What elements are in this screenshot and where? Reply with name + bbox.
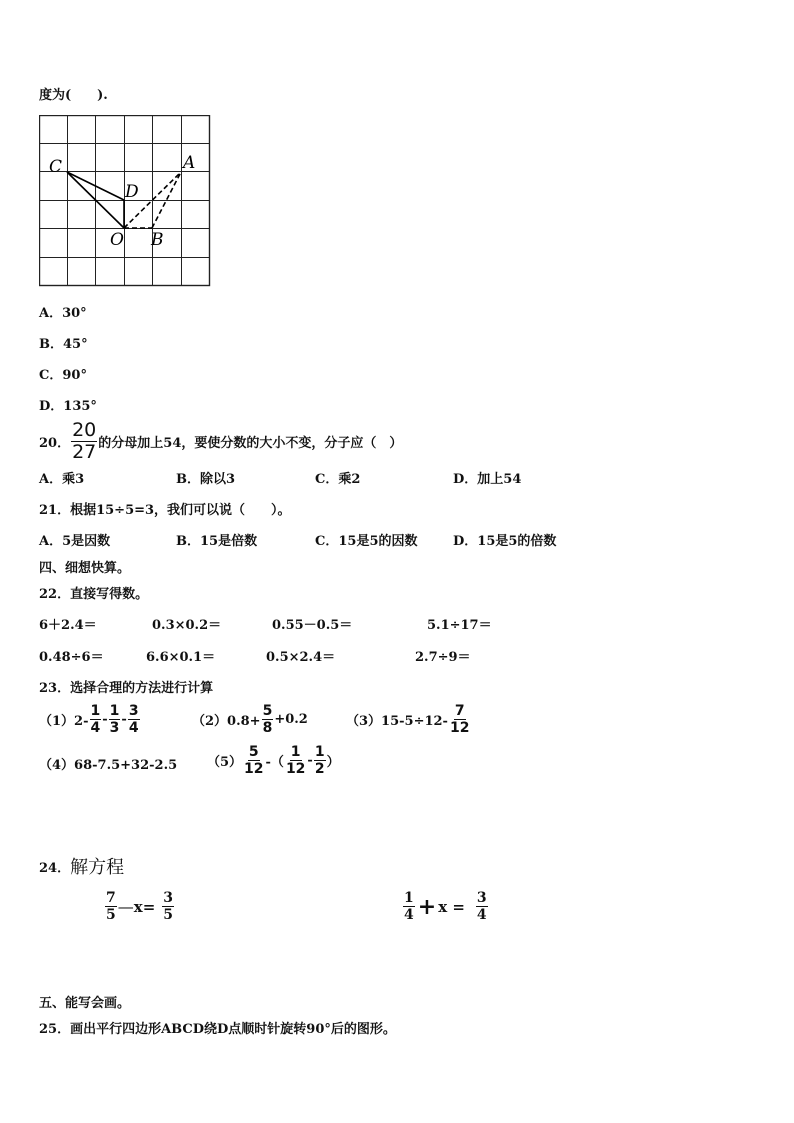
frac-num: 3 — [163, 890, 174, 906]
q22-r1-c3: 0.55－0.5＝ — [272, 618, 353, 633]
q24-eq1-frac2 — [162, 891, 174, 922]
q25-stem: 25．画出平行四边形ABCD绕D点顺时针旋转90°后的图形。 — [39, 1022, 396, 1037]
q19-option-c: C．90° — [39, 368, 87, 383]
q24-equation-1 — [104, 891, 175, 922]
q20-option-c: C．乘2 — [315, 472, 361, 487]
label-d: D — [125, 182, 139, 202]
q23-p1-frac3 — [128, 704, 140, 735]
frac-den: 4 — [90, 720, 101, 736]
q19-option-d: D．135° — [39, 399, 97, 414]
frac-num: 5 — [262, 703, 273, 719]
frac-den: 4 — [128, 720, 139, 736]
q23-p1-op2: - — [121, 712, 127, 727]
q23-part-4: （4）68-7.5+32-2.5 — [39, 758, 178, 773]
q22-title: 22．直接写得数。 — [39, 587, 149, 602]
q23-p2-label: （2）0.8+ — [192, 714, 261, 729]
frac-den: 12 — [449, 720, 470, 736]
frac-num: 1 — [404, 890, 414, 906]
frac-num: 3 — [476, 890, 487, 906]
frac-den: 3 — [109, 720, 120, 736]
q23-part-1 — [39, 704, 141, 735]
q20-number: 20． — [39, 436, 71, 451]
q21-stem: 21．根据15÷5=3，我们可以说（ ）。 — [39, 503, 291, 518]
q21-option-c: C．15是5的因数 — [315, 534, 418, 549]
q23-p3-label: （3）15-5÷12- — [346, 714, 448, 729]
q24-eq2-frac2 — [476, 891, 488, 922]
section-5-heading: 五、能写会画。 — [39, 996, 131, 1011]
q24-equation-2 — [402, 891, 489, 922]
q24-eq2-op: + — [417, 893, 437, 920]
q20-stem — [39, 421, 402, 462]
q24-heading — [39, 853, 124, 879]
frac-num: 7 — [106, 890, 116, 906]
q21-option-a: A．5是因数 — [39, 534, 111, 549]
q22-r1-c2: 0.3×0.2＝ — [152, 618, 222, 633]
q20-numerator: 20 — [72, 419, 97, 441]
q20-text: 的分母加上54，要使分数的大小不变，分子应（ ） — [98, 436, 403, 451]
q23-p2-frac — [262, 704, 274, 735]
frac-den: 12 — [285, 761, 306, 777]
q23-p5-op: - — [307, 753, 313, 768]
q23-p1-frac1 — [90, 704, 102, 735]
q22-r2-c3: 0.5×2.4＝ — [266, 650, 336, 665]
label-b: B — [151, 230, 164, 250]
frac-den: 4 — [476, 907, 487, 923]
label-a: A — [183, 153, 196, 173]
q23-p3-frac — [449, 704, 470, 735]
q23-p5-frac3 — [314, 745, 326, 776]
q19-option-b: B．45° — [39, 337, 88, 352]
q24-eq2-frac1 — [403, 891, 415, 922]
label-o: O — [110, 230, 124, 250]
q19-option-a: A．30° — [39, 306, 87, 321]
q19-stem-tail: 度为( ). — [39, 88, 108, 103]
q24-eq1-x: x= — [133, 897, 156, 916]
q21-option-b: B．15是倍数 — [176, 534, 258, 549]
frac-den: 5 — [163, 907, 174, 923]
q22-r1-c4: 5.1÷17＝ — [427, 618, 492, 633]
q22-r2-c2: 6.6×0.1＝ — [146, 650, 216, 665]
frac-num: 1 — [109, 703, 120, 719]
q22-r2-c4: 2.7÷9＝ — [415, 650, 471, 665]
q24-number: 24． — [39, 860, 71, 876]
q23-p2-tail: +0.2 — [274, 712, 308, 727]
q24-eq1-op: — — [117, 897, 134, 916]
frac-den: 8 — [262, 720, 273, 736]
q23-part-3 — [346, 704, 471, 735]
q23-p1-label: （1）2- — [39, 714, 89, 729]
frac-den: 5 — [106, 907, 116, 923]
label-c: C — [49, 157, 63, 177]
q20-fraction — [71, 421, 97, 462]
q23-p1-op1: - — [102, 712, 108, 727]
q22-r1-c1: 6＋2.4＝ — [39, 618, 97, 633]
q20-option-d: D．加上54 — [453, 472, 522, 487]
grid-figure — [39, 115, 211, 287]
q23-part-5 — [207, 745, 340, 776]
frac-den: 2 — [314, 761, 325, 777]
q24-title: 解方程 — [70, 857, 125, 878]
q23-p5-frac2 — [285, 745, 306, 776]
frac-den: 4 — [404, 907, 414, 923]
q23-part-2 — [192, 704, 308, 735]
frac-num: 7 — [454, 703, 465, 719]
section-4-heading: 四、细想快算。 — [39, 561, 131, 576]
frac-num: 1 — [314, 744, 325, 760]
q23-p5-label: （5） — [207, 755, 243, 770]
q20-option-a: A．乘3 — [39, 472, 85, 487]
q24-eq2-x: x = — [438, 897, 465, 916]
q23-p5-mid: -（ — [265, 755, 284, 770]
frac-num: 1 — [90, 703, 101, 719]
frac-den: 12 — [244, 761, 264, 777]
q22-r2-c1: 0.48÷6＝ — [39, 650, 104, 665]
frac-num: 1 — [290, 744, 301, 760]
q20-denominator: 27 — [72, 441, 97, 463]
frac-num: 3 — [128, 703, 139, 719]
q20-option-b: B．除以3 — [176, 472, 236, 487]
q24-eq1-frac1 — [105, 891, 117, 922]
q23-p5-frac1 — [243, 745, 264, 776]
q21-option-d: D．15是5的倍数 — [453, 534, 557, 549]
q23-p5-tail: ） — [326, 755, 340, 770]
q23-p1-frac2 — [109, 704, 121, 735]
q23-title: 23．选择合理的方法进行计算 — [39, 681, 214, 696]
frac-num: 5 — [248, 744, 259, 760]
